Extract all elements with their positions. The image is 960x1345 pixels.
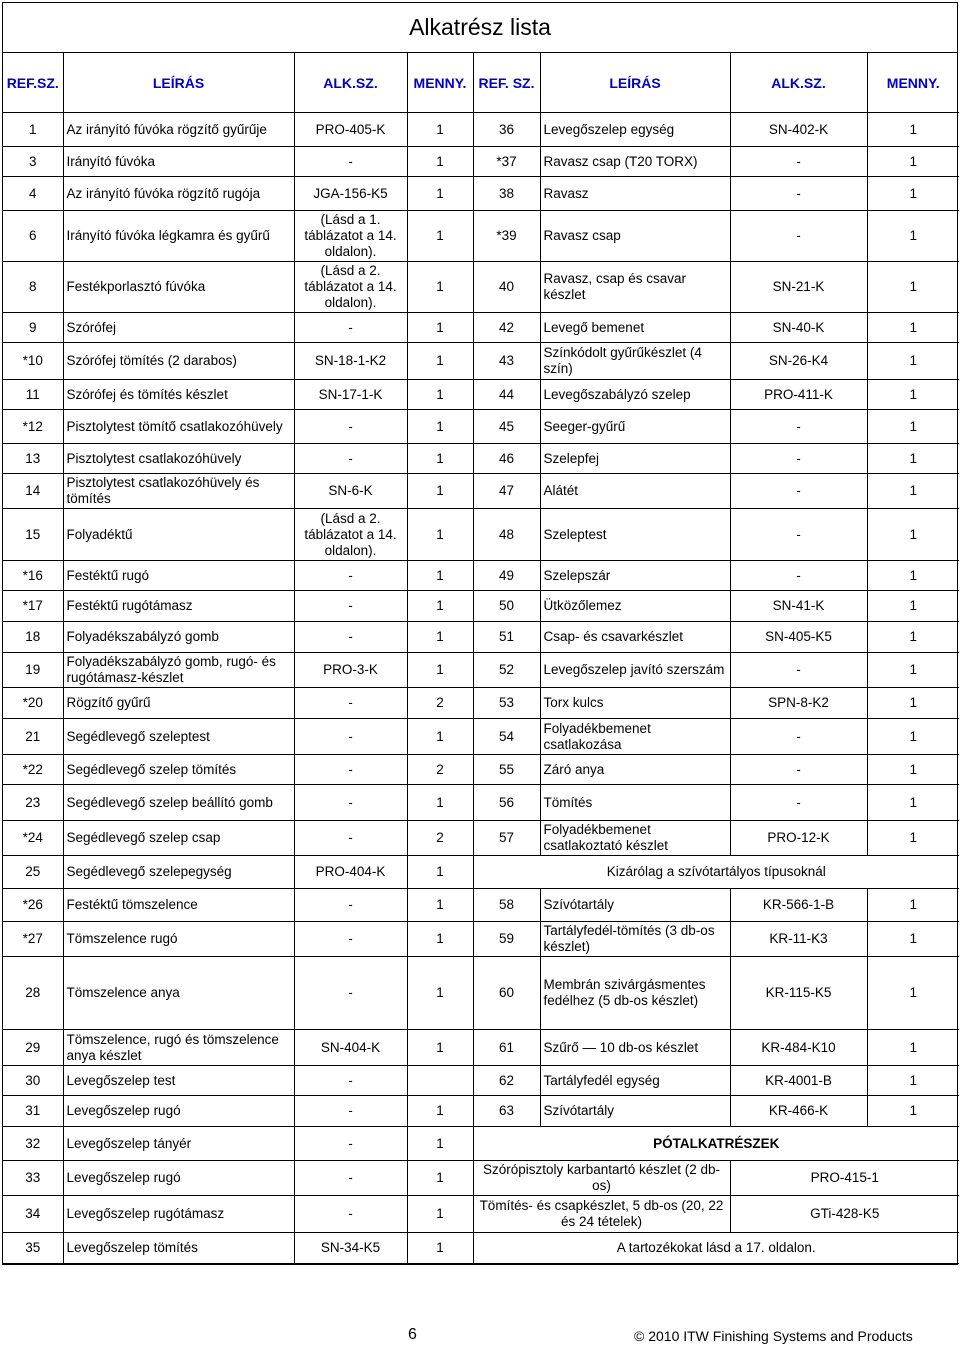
right-part: SN-26-K4 [730, 343, 867, 380]
left-part: - [294, 957, 407, 1030]
right-qty: 1 [867, 591, 959, 622]
left-ref: 30 [3, 1066, 63, 1096]
left-desc: Tömszelence rugó [63, 922, 294, 957]
left-qty: 1 [407, 410, 473, 444]
left-desc: Az irányító fúvóka rögzítő rugója [63, 177, 294, 211]
left-part: - [294, 591, 407, 622]
table-row [3, 343, 959, 380]
right-note: A tartozékokat lásd a 17. oldalon. [473, 1233, 959, 1264]
table-row [3, 1127, 959, 1161]
right-part: - [730, 474, 867, 509]
left-part: - [294, 688, 407, 719]
left-ref: 31 [3, 1096, 63, 1127]
right-qty: 1 [867, 343, 959, 380]
right-qty: 1 [867, 380, 959, 410]
right-desc: Torx kulcs [540, 688, 730, 719]
left-ref: 4 [3, 177, 63, 211]
left-qty: 1 [407, 719, 473, 755]
left-desc: Festéktű rugótámasz [63, 591, 294, 622]
right-ref: 42 [473, 313, 540, 343]
left-ref: 8 [3, 262, 63, 313]
right-desc: Membrán szivárgásmentes fedélhez (5 db-os készlet) [540, 957, 730, 1030]
left-qty: 1 [407, 343, 473, 380]
left-qty: 1 [407, 113, 473, 147]
left-qty: 1 [407, 1127, 473, 1161]
left-ref: 11 [3, 380, 63, 410]
right-qty: 1 [867, 177, 959, 211]
left-desc: Folyadékszabályzó gomb, rugó- és rugótámasz-készlet [63, 653, 294, 688]
right-qty: 1 [867, 313, 959, 343]
right-qty: 1 [867, 561, 959, 591]
right-part: - [730, 410, 867, 444]
right-qty: 1 [867, 922, 959, 957]
header-ref: REF.SZ. [3, 53, 63, 113]
left-desc: Levegőszelep rugó [63, 1096, 294, 1127]
header-desc: LEÍRÁS [63, 53, 294, 113]
right-part: KR-466-K [730, 1096, 867, 1127]
left-ref: 19 [3, 653, 63, 688]
left-desc: Irányító fúvóka légkamra és gyűrű [63, 211, 294, 262]
left-part: - [294, 1127, 407, 1161]
right-desc: Levegőszabályzó szelep [540, 380, 730, 410]
right-note: Kizárólag a szívótartályos típusoknál [473, 856, 959, 889]
left-part: PRO-404-K [294, 856, 407, 889]
left-desc: Az irányító fúvóka rögzítő gyűrűje [63, 113, 294, 147]
right-desc: Ravasz csap [540, 211, 730, 262]
left-ref: *26 [3, 889, 63, 922]
table-row [3, 313, 959, 343]
left-ref: *20 [3, 688, 63, 719]
left-part: - [294, 785, 407, 821]
right-desc: Tartályfedél-tömítés (3 db-os készlet) [540, 922, 730, 957]
right-qty: 1 [867, 719, 959, 755]
left-ref: *27 [3, 922, 63, 957]
left-part: - [294, 1161, 407, 1196]
right-desc: Alátét [540, 474, 730, 509]
right-ref: 60 [473, 957, 540, 1030]
table-row [3, 957, 959, 1030]
right-ref: 56 [473, 785, 540, 821]
table-row [3, 561, 959, 591]
left-ref: *17 [3, 591, 63, 622]
right-part: - [730, 147, 867, 177]
right-ref: 52 [473, 653, 540, 688]
left-part: (Lásd a 1. táblázatot a 14. oldalon). [294, 211, 407, 262]
table-row [3, 653, 959, 688]
page-number: 6 [408, 1326, 417, 1343]
left-desc: Pisztolytest csatlakozóhüvely és tömítés [63, 474, 294, 509]
right-ref: 57 [473, 821, 540, 856]
left-part: SN-17-1-K [294, 380, 407, 410]
left-ref: 6 [3, 211, 63, 262]
table-row [3, 719, 959, 755]
right-part: - [730, 509, 867, 561]
right-desc: Záró anya [540, 755, 730, 785]
left-qty: 1 [407, 561, 473, 591]
left-part: - [294, 1066, 407, 1096]
left-desc: Segédlevegő szelep beállító gomb [63, 785, 294, 821]
left-qty: 1 [407, 509, 473, 561]
right-ref: 50 [473, 591, 540, 622]
left-qty: 1 [407, 147, 473, 177]
left-qty: 1 [407, 622, 473, 653]
left-desc: Levegőszelep test [63, 1066, 294, 1096]
left-desc: Folyadéktű [63, 509, 294, 561]
left-desc: Festéktű tömszelence [63, 889, 294, 922]
right-desc: Ravasz [540, 177, 730, 211]
left-desc: Szórófej tömítés (2 darabos) [63, 343, 294, 380]
table-row [3, 821, 959, 856]
left-part: - [294, 922, 407, 957]
right-qty: 1 [867, 957, 959, 1030]
right-part: KR-4001-B [730, 1066, 867, 1096]
left-ref: 33 [3, 1161, 63, 1196]
left-qty: 2 [407, 688, 473, 719]
right-desc: Seeger-gyűrű [540, 410, 730, 444]
table-row [3, 410, 959, 444]
left-qty [407, 1066, 473, 1096]
right-ref: *37 [473, 147, 540, 177]
right-ref: 43 [473, 343, 540, 380]
right-desc: Szelepszár [540, 561, 730, 591]
left-desc: Szórófej és tömítés készlet [63, 380, 294, 410]
right-qty: 1 [867, 688, 959, 719]
right-part: PRO-411-K [730, 380, 867, 410]
right-part: KR-484-K10 [730, 1030, 867, 1066]
header-desc: LEÍRÁS [540, 53, 730, 113]
right-ref: 40 [473, 262, 540, 313]
left-part: (Lásd a 2. táblázatot a 14. oldalon). [294, 509, 407, 561]
left-ref: *24 [3, 821, 63, 856]
left-part: PRO-405-K [294, 113, 407, 147]
left-qty: 2 [407, 755, 473, 785]
left-ref: 13 [3, 444, 63, 474]
left-ref: 3 [3, 147, 63, 177]
left-part: - [294, 561, 407, 591]
left-desc: Levegőszelep tányér [63, 1127, 294, 1161]
right-part: - [730, 444, 867, 474]
right-ref: 51 [473, 622, 540, 653]
right-part: SN-41-K [730, 591, 867, 622]
right-desc: Csap- és csavarkészlet [540, 622, 730, 653]
right-desc: Ravasz, csap és csavar készlet [540, 262, 730, 313]
right-spare: Tömítés- és csapkészlet, 5 db-os (20, 22 és 24 tételek) [473, 1196, 730, 1233]
right-qty: 1 [867, 785, 959, 821]
left-desc: Levegőszelep rugótámasz [63, 1196, 294, 1233]
right-desc: Tömítés [540, 785, 730, 821]
table-row [3, 1030, 959, 1066]
right-qty: 1 [867, 444, 959, 474]
right-desc: Folyadékbemenet csatlakoztató készlet [540, 821, 730, 856]
header-qty: MENNY. [407, 53, 473, 113]
left-desc: Tömszelence, rugó és tömszelence anya készlet [63, 1030, 294, 1066]
right-ref: 63 [473, 1096, 540, 1127]
right-ref: 44 [473, 380, 540, 410]
right-spare-part: PRO-415-1 [730, 1161, 959, 1196]
right-qty: 1 [867, 889, 959, 922]
right-qty: 1 [867, 1096, 959, 1127]
right-qty: 1 [867, 474, 959, 509]
header-part: ALK.SZ. [294, 53, 407, 113]
left-qty: 1 [407, 922, 473, 957]
right-part: - [730, 653, 867, 688]
left-ref: *10 [3, 343, 63, 380]
left-ref: 1 [3, 113, 63, 147]
table-row [3, 1096, 959, 1127]
right-part: KR-566-1-B [730, 889, 867, 922]
right-ref: 61 [473, 1030, 540, 1066]
table-row [3, 262, 959, 313]
left-qty: 1 [407, 474, 473, 509]
right-ref: 36 [473, 113, 540, 147]
right-ref: 59 [473, 922, 540, 957]
left-desc: Levegőszelep tömítés [63, 1233, 294, 1264]
left-qty: 1 [407, 1196, 473, 1233]
table-row [3, 509, 959, 561]
left-part: - [294, 147, 407, 177]
table-row [3, 147, 959, 177]
right-part: SPN-8-K2 [730, 688, 867, 719]
left-qty: 1 [407, 444, 473, 474]
left-qty: 1 [407, 591, 473, 622]
right-desc: Szűrő — 10 db-os készlet [540, 1030, 730, 1066]
left-part: (Lásd a 2. táblázatot a 14. oldalon). [294, 262, 407, 313]
right-qty: 1 [867, 1066, 959, 1096]
table-row [3, 380, 959, 410]
right-ref: *39 [473, 211, 540, 262]
right-ref: 45 [473, 410, 540, 444]
table-row [3, 474, 959, 509]
right-qty: 1 [867, 755, 959, 785]
left-part: SN-404-K [294, 1030, 407, 1066]
left-qty: 1 [407, 1161, 473, 1196]
left-part: - [294, 622, 407, 653]
table-row [3, 785, 959, 821]
page-title: Alkatrész lista [3, 3, 957, 53]
right-part: SN-402-K [730, 113, 867, 147]
left-ref: 9 [3, 313, 63, 343]
left-desc: Levegőszelep rugó [63, 1161, 294, 1196]
left-ref: 15 [3, 509, 63, 561]
right-part: KR-11-K3 [730, 922, 867, 957]
left-qty: 1 [407, 785, 473, 821]
right-desc: Levegőszelep egység [540, 113, 730, 147]
left-desc: Rögzítő gyűrű [63, 688, 294, 719]
left-qty: 1 [407, 889, 473, 922]
left-desc: Segédlevegő szeleptest [63, 719, 294, 755]
right-desc: Levegő bemenet [540, 313, 730, 343]
right-part: SN-40-K [730, 313, 867, 343]
table-row [3, 444, 959, 474]
copyright: © 2010 ITW Finishing Systems and Products [634, 1328, 913, 1344]
table-row [3, 1066, 959, 1096]
left-ref: 21 [3, 719, 63, 755]
right-desc: Szeleptest [540, 509, 730, 561]
right-ref: 53 [473, 688, 540, 719]
left-ref: 25 [3, 856, 63, 889]
right-desc: Levegőszelep javító szerszám [540, 653, 730, 688]
right-part: KR-115-K5 [730, 957, 867, 1030]
right-spare-part: GTi-428-K5 [730, 1196, 959, 1233]
left-ref: *12 [3, 410, 63, 444]
left-ref: 23 [3, 785, 63, 821]
right-ref: 55 [473, 755, 540, 785]
left-ref: *16 [3, 561, 63, 591]
left-qty: 1 [407, 211, 473, 262]
left-desc: Folyadékszabályzó gomb [63, 622, 294, 653]
right-part: - [730, 785, 867, 821]
right-qty: 1 [867, 410, 959, 444]
right-part: - [730, 177, 867, 211]
left-part: - [294, 410, 407, 444]
header-ref: REF. SZ. [473, 53, 540, 113]
left-part: SN-34-K5 [294, 1233, 407, 1264]
left-desc: Pisztolytest tömítő csatlakozóhüvely [63, 410, 294, 444]
right-ref: 47 [473, 474, 540, 509]
right-ref: 48 [473, 509, 540, 561]
right-part: - [730, 719, 867, 755]
left-part: JGA-156-K5 [294, 177, 407, 211]
left-qty: 1 [407, 380, 473, 410]
left-part: - [294, 719, 407, 755]
right-ref: 49 [473, 561, 540, 591]
table-row [3, 211, 959, 262]
left-part: - [294, 755, 407, 785]
right-desc: Ütközőlemez [540, 591, 730, 622]
left-qty: 1 [407, 313, 473, 343]
left-qty: 1 [407, 856, 473, 889]
right-desc: Folyadékbemenet csatlakozása [540, 719, 730, 755]
left-ref: 34 [3, 1196, 63, 1233]
table-row [3, 1196, 959, 1233]
table-row [3, 856, 959, 889]
left-qty: 1 [407, 177, 473, 211]
table-row [3, 622, 959, 653]
right-qty: 1 [867, 622, 959, 653]
left-qty: 1 [407, 957, 473, 1030]
left-desc: Segédlevegő szelep tömítés [63, 755, 294, 785]
right-ref: 62 [473, 1066, 540, 1096]
right-qty: 1 [867, 113, 959, 147]
left-part: - [294, 821, 407, 856]
right-note: PÓTALKATRÉSZEK [473, 1127, 959, 1161]
right-desc: Ravasz csap (T20 TORX) [540, 147, 730, 177]
table-row [3, 591, 959, 622]
left-ref: 28 [3, 957, 63, 1030]
table-row [3, 1161, 959, 1196]
right-part: - [730, 211, 867, 262]
right-part: PRO-12-K [730, 821, 867, 856]
table-row [3, 922, 959, 957]
left-part: SN-18-1-K2 [294, 343, 407, 380]
left-desc: Pisztolytest csatlakozóhüvely [63, 444, 294, 474]
left-part: SN-6-K [294, 474, 407, 509]
table-row [3, 1233, 959, 1264]
table-row [3, 688, 959, 719]
table-row [3, 177, 959, 211]
right-part: - [730, 755, 867, 785]
left-qty: 1 [407, 1233, 473, 1264]
right-desc: Szelepfej [540, 444, 730, 474]
right-qty: 1 [867, 262, 959, 313]
left-part: - [294, 313, 407, 343]
right-ref: 58 [473, 889, 540, 922]
left-qty: 1 [407, 653, 473, 688]
left-ref: 29 [3, 1030, 63, 1066]
left-desc: Segédlevegő szelepegység [63, 856, 294, 889]
header-qty: MENNY. [867, 53, 959, 113]
right-desc: Színkódolt gyűrűkészlet (4 szín) [540, 343, 730, 380]
left-qty: 1 [407, 1096, 473, 1127]
left-desc: Tömszelence anya [63, 957, 294, 1030]
header-row [3, 53, 959, 113]
left-ref: *22 [3, 755, 63, 785]
left-qty: 2 [407, 821, 473, 856]
right-ref: 38 [473, 177, 540, 211]
header-part: ALK.SZ. [730, 53, 867, 113]
table-row [3, 755, 959, 785]
right-ref: 46 [473, 444, 540, 474]
left-ref: 18 [3, 622, 63, 653]
right-qty: 1 [867, 821, 959, 856]
left-desc: Segédlevegő szelep csap [63, 821, 294, 856]
right-ref: 54 [473, 719, 540, 755]
right-desc: Szívótartály [540, 889, 730, 922]
right-qty: 1 [867, 653, 959, 688]
table-row [3, 889, 959, 922]
right-qty: 1 [867, 1030, 959, 1066]
left-qty: 1 [407, 1030, 473, 1066]
left-part: - [294, 444, 407, 474]
right-qty: 1 [867, 211, 959, 262]
left-part: - [294, 1196, 407, 1233]
right-part: SN-405-K5 [730, 622, 867, 653]
right-desc: Tartályfedél egység [540, 1066, 730, 1096]
left-part: - [294, 1096, 407, 1127]
right-qty: 1 [867, 509, 959, 561]
right-part: SN-21-K [730, 262, 867, 313]
left-desc: Szórófej [63, 313, 294, 343]
right-qty: 1 [867, 147, 959, 177]
left-part: PRO-3-K [294, 653, 407, 688]
left-ref: 35 [3, 1233, 63, 1264]
parts-list-sheet [2, 2, 958, 1265]
table-row [3, 113, 959, 147]
right-desc: Szívótartály [540, 1096, 730, 1127]
left-qty: 1 [407, 262, 473, 313]
right-spare: Szórópisztoly karbantartó készlet (2 db-os) [473, 1161, 730, 1196]
left-desc: Irányító fúvóka [63, 147, 294, 177]
left-desc: Festéktű rugó [63, 561, 294, 591]
right-part: - [730, 561, 867, 591]
left-ref: 14 [3, 474, 63, 509]
left-ref: 32 [3, 1127, 63, 1161]
left-part: - [294, 889, 407, 922]
parts-table [3, 53, 959, 1264]
left-desc: Festékporlasztó fúvóka [63, 262, 294, 313]
